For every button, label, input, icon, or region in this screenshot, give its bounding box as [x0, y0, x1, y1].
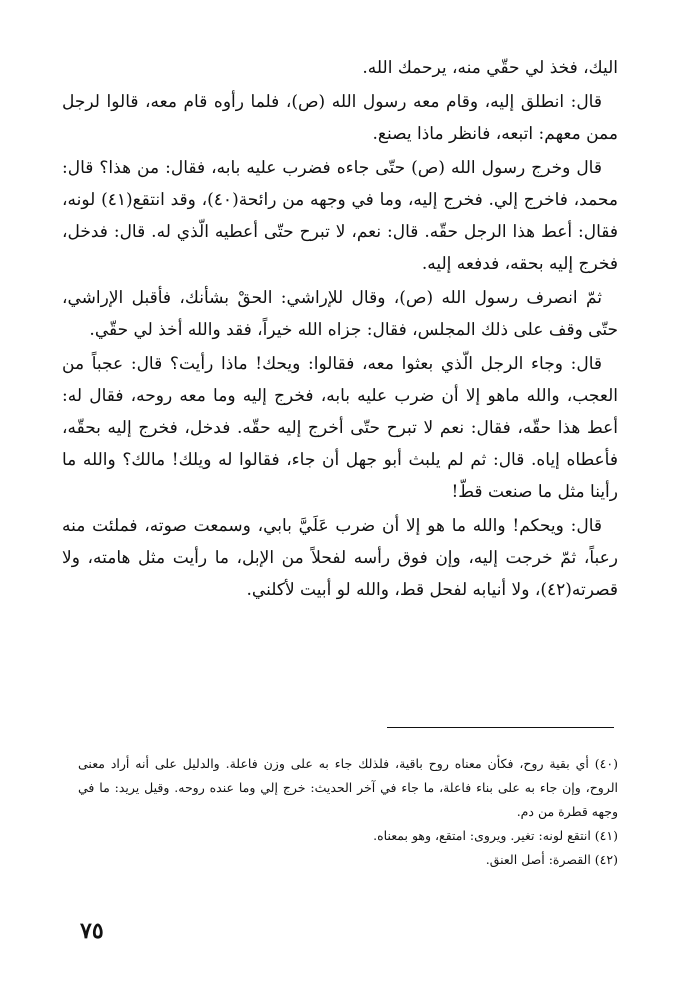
paragraph-2: قال: انطلق إليه، وقام معه رسول الله (ص)، فلما رأوه قام معه، قالوا لرجل ممن معهم: اتبعه، فانظر ماذا يصنع.	[62, 92, 618, 144]
paragraph-1: اليك، فخذ لي حقّي منه، يرحمك الله.	[362, 58, 618, 78]
footnotes	[78, 752, 618, 872]
main-text	[62, 52, 618, 608]
footnote-divider	[387, 727, 614, 728]
paragraph-6: قال: ويحكم! والله ما هو إلا أن ضرب عَلَيَّ بابي، وسمعت صوته، فملئت منه رعباً، ثمّ خرجت إليه، وإن فوق رأسه لفحلاً من الإبل، ما رأيت مثل هامته، ولا قصرته(٤٢)، ولا أنيابه لفحل قط، والله لو أبيت لأكلني.	[62, 516, 618, 600]
footnote-41: (٤١) انتقع لونه: تغير. ويروى: امتقع، وهو بمعناه.	[373, 828, 618, 843]
paragraph-5: قال: وجاء الرجل الّذي بعثوا معه، فقالوا: ويحك! ماذا رأيت؟ قال: عجباً من العجب، والله ماهو إلا أن ضرب عليه بابه، فخرج إليه وما معه روحه، فقال له: أعط هذا حقّه، فقال: نعم لا تبرح حتّى أخرج إليه حقّه. فدخل، فخرج إليه بحقّه، فأعطاه إياه. قال: ثم لم يلبث أبو جهل أن جاء، فقالوا له ويلك! مالك؟ والله ما رأينا مثل ما صنعت قطّ!	[62, 354, 618, 502]
footnote-42: (٤٢) القصرة: أصل العنق.	[485, 852, 618, 867]
page-number: ٧٥	[80, 918, 104, 944]
paragraph-3: قال وخرج رسول الله (ص) حتّى جاءه فضرب عليه بابه، فقال: من هذا؟ قال: محمد، فاخرج إلي. فخرج إليه، وما في وجهه من رائحة(٤٠)، وقد انتقع(٤١) لونه، فقال: أعط هذا الرجل حقّه. قال: نعم، لا تبرح حتّى أعطيه الّذي له. قال: فدخل، فخرج إليه بحقه، فدفعه إليه.	[62, 158, 619, 274]
paragraph-4: ثمّ انصرف رسول الله (ص)، وقال للإراشي: الحقْ بشأنك، فأقبل الإراشي، حتّى وقف على ذلك المجلس، فقال: جزاه الله خيراً، فقد والله أخذ لي حقّي.	[62, 288, 618, 340]
footnote-40: (٤٠) أي بقية روح، فكأن معناه روح باقية، فلذلك جاء به على وزن فاعلة. والدليل على أنه أراد معنى الروح، وإن جاء به على بناء فاعلة، ما جاء في آخر الحديث: خرج إلي وما عنده روحه. وقيل يريد: ما في وجهه قطرة من دم.	[78, 756, 618, 819]
